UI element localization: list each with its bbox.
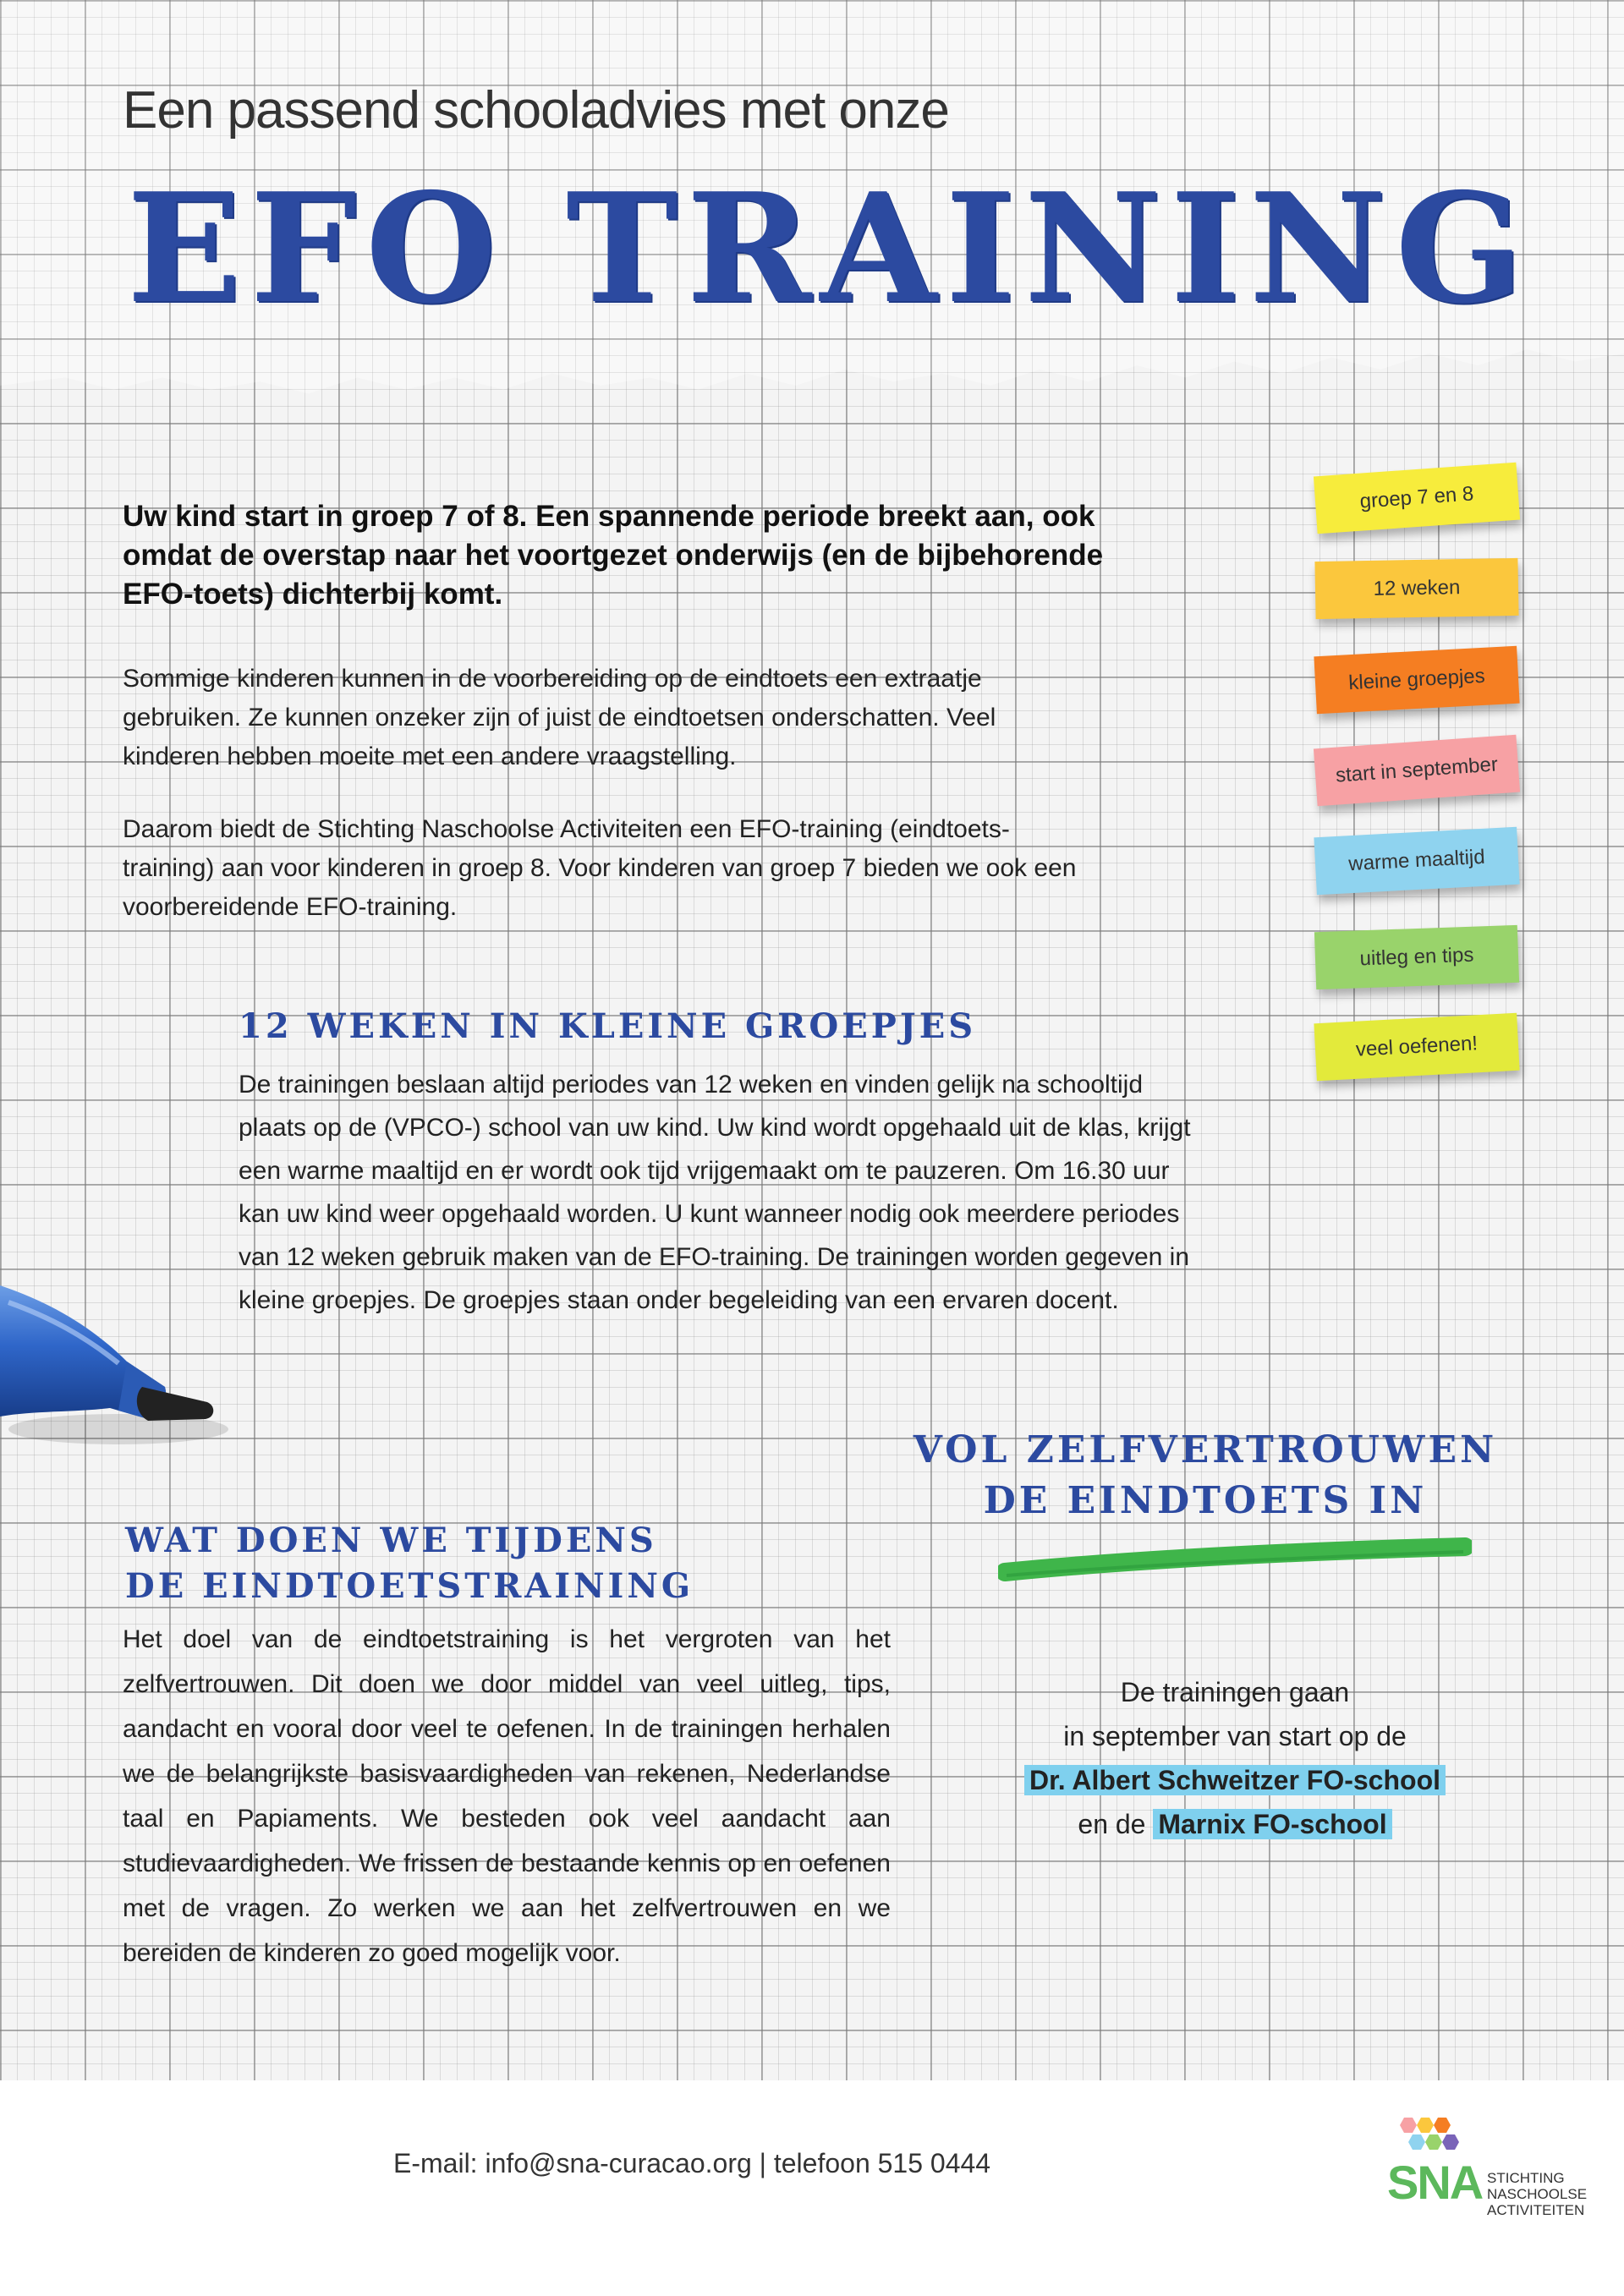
cta-block	[939, 1670, 1531, 1846]
logo-hexagons-icon	[1394, 2114, 1487, 2158]
section-training-text: Het doel van de eindtoetstraining is het vergroten van het zelfvertrouwen. Dit doen we door middel van veel uitleg, tips, aandacht en vooral door veel te oefenen. In de trainingen herhalen we de belangrijkste basisvaardigheden van rekenen, Nederlandse taal en Papiaments. We besteden ook veel aandacht aan studievaardigheden. We frissen de bestaande kennis op en oefenen met de vragen. Zo werken we aan het zelfvertrouwen en we bereiden de kinderen zo goed mogelijk voor.	[123, 1625, 891, 1967]
sticky-note-small-groups: kleine groepjes	[1314, 646, 1519, 714]
school-name-marnix: Marnix FO-school	[1153, 1809, 1391, 1839]
cta-line-2: in september van start op de	[1063, 1721, 1407, 1751]
green-underline-stroke	[998, 1535, 1472, 1586]
confidence-heading-line1: VOL ZELFVERTROUWEN	[913, 1428, 1498, 1471]
logo-line-1: STICHTING	[1487, 2170, 1565, 2186]
sticky-note-september: start in september	[1314, 735, 1520, 807]
school-name-schweitzer: Dr. Albert Schweitzer FO-school	[1024, 1765, 1446, 1795]
section-training-heading-line1: WAT DOEN WE TIJDENS	[125, 1521, 657, 1560]
logo-abbr: SNA	[1387, 2156, 1483, 2209]
intro-bold: Uw kind start in groep 7 of 8. Een spannende periode breekt aan, ook omdat de overstap naar het voortgezet onderwijs (en de bijbehorende EFO-toets) dichterbij komt.	[123, 500, 1104, 611]
footer	[0, 2080, 1624, 2296]
logo-line-3: ACTIVITEITEN	[1487, 2202, 1585, 2218]
section-training-heading-line2: DE EINDTOETSTRAINING	[125, 1566, 694, 1606]
sticky-note-tips: uitleg en tips	[1314, 925, 1519, 989]
cta-connector: en de	[1078, 1809, 1146, 1839]
page-title: EFO TRAINING	[127, 160, 1533, 337]
section-groups-text: De trainingen beslaan altijd periodes van 12 weken en vinden gelijk na schooltijd plaats op de (VPCO-) school van uw kind. Uw kind wordt opgehaald uit de klas, krijgt een warme maaltijd en er wordt ook tijd vrijgemaakt om te pauzeren. Om 16.30 uur kan uw kind weer opgehaald worden. U kunt wanneer nodig ook meerdere periodes van 12 weken gebruik maken van de EFO-training. De trainingen worden gegeven in kleine groepjes. De groepjes staan onder begeleiding van een ervaren docent.	[239, 1071, 1191, 1314]
sticky-note-practice: veel oefenen!	[1314, 1013, 1519, 1081]
sticky-note-group: groep 7 en 8	[1314, 463, 1520, 534]
footer-contact: E-mail: info@sna-curacao.org | telefoon 515 0444	[393, 2148, 991, 2178]
marker-pen-icon	[0, 1269, 237, 1463]
intro-paragraph-1: Sommige kinderen kunnen in de voorbereiding op de eindtoets een extraatje gebruiken. Ze kunnen onzeker zijn of juist de eindtoetsen onderschatten. Veel kinderen hebben moeite met een andere vraagstelling.	[123, 665, 996, 770]
sticky-note-warm-meal: warme maaltijd	[1314, 827, 1519, 895]
intro-paragraph-2: Daarom biedt de Stichting Naschoolse Activiteiten een EFO-training (eindtoets-training) aan voor kinderen in groep 8. Voor kinderen van groep 7 bieden we ook een voorbereidende EFO-training.	[123, 815, 1077, 921]
sna-logo	[1387, 2114, 1607, 2224]
sticky-note-weeks: 12 weken	[1314, 558, 1518, 619]
confidence-heading-line2: DE EINDTOETS IN	[983, 1479, 1428, 1522]
cta-line-1: De trainingen gaan	[1120, 1677, 1350, 1707]
header-subtitle: Een passend schooladvies met onze	[123, 81, 949, 140]
logo-line-2: NASCHOOLSE	[1487, 2186, 1588, 2202]
section-groups-heading: 12 WEKEN IN KLEINE GROEPJES	[239, 1006, 977, 1046]
